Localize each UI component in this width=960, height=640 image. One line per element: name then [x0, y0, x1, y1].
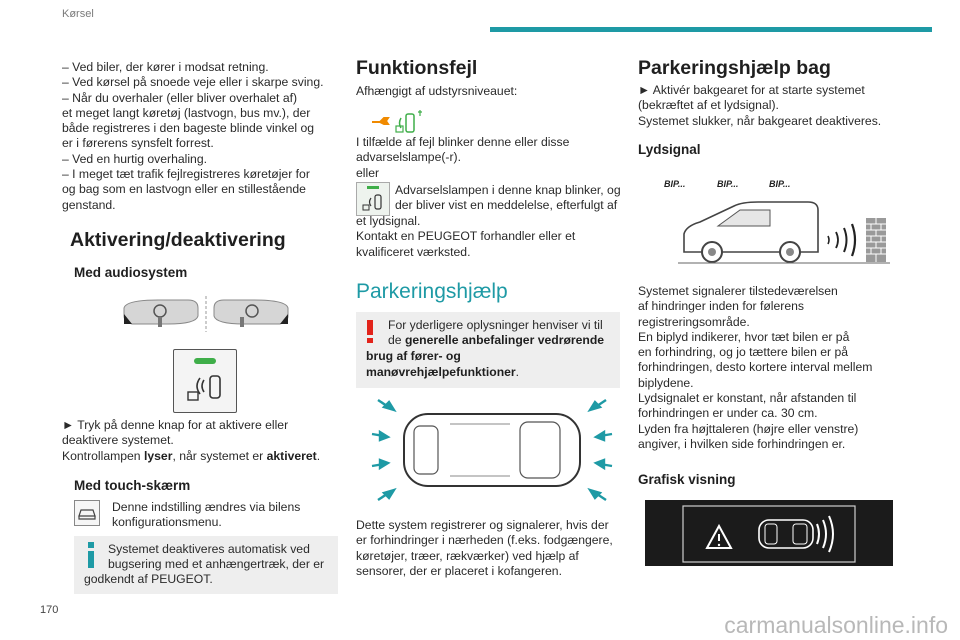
- list-line: – Ved biler, der kører i modsat retning.: [62, 60, 269, 74]
- warning-note: For yderligere oplysninger henviser vi til de generelle anbefalinger vedrørende brug af fører- og manøvrehjælpefunktioner.: [356, 312, 620, 388]
- activation-heading: Aktivering/deaktivering: [70, 229, 286, 251]
- list-line: – Ved kørsel på snoede veje eller i skarpe sving.: [62, 75, 324, 90]
- page-number: 170: [40, 604, 59, 616]
- list-line: – Ved en hurtig overhaling.: [62, 151, 207, 166]
- list-line: – I meget tæt trafik fejlregistreres køretøjer for: [62, 167, 310, 182]
- limitations-list: [62, 60, 338, 213]
- sensor-coverage-illustration: [370, 398, 614, 502]
- warning-icon: [366, 320, 374, 344]
- mirrors-illustration: [118, 294, 294, 334]
- system-description: Dette system registrerer og signalerer, hvis der er forhindringer i nærheden (f.eks. fodgængere, køretøjer, træer, rækværker) ved hjælp af sensorer, der er placeret i kofangeren.: [356, 518, 613, 578]
- fault-button-icon: [356, 182, 390, 216]
- list-line: både registreres i den bageste blinde vinkel og: [62, 121, 315, 136]
- contact-text: et lydsignal. Kontakt en PEUGEOT forhandler eller et kvalificeret værksted.: [356, 214, 576, 259]
- signal-description: Systemet signalerer tilstedeværelsen af hindringer inden for følerens registreringsområde. En biplyd indikerer, hvor tæt bilen er på en forhindring, og jo tættere bilen er på forhindringen, desto kortere interval mellem biplydene. Lydsignalet er konstant, når afstanden til forhindringen er under ca. 30 cm. Lyden fra højttaleren (højre eller venstre) angiver, i hvilken side forhindringen er.: [638, 284, 873, 451]
- bip-label: BIP...: [717, 179, 739, 189]
- section-title: Kørsel: [62, 8, 94, 20]
- park-assist-button-icon: [173, 349, 237, 413]
- rear-assist-heading: Parkeringshjælp bag: [638, 57, 831, 79]
- fault-intro: Afhængigt af udstyrsniveauet:: [356, 84, 518, 98]
- bip-label: BIP...: [664, 179, 686, 189]
- graphic-display-screen: [645, 500, 893, 566]
- blink-text: Advarselslampen i denne knap blinker, og der bliver vist en meddelelse, efterfulgt af: [395, 183, 621, 213]
- activation-text: ► Aktivér bakgearet for at starte systemet (bekræftet af et lydsignal). Systemet slukker, når bakgearet deaktiveres.: [638, 83, 882, 128]
- fault-warning-icons: [370, 108, 430, 136]
- list-line: et meget langt køretøj (lastvogn, bus mv.), der: [62, 105, 311, 120]
- fault-text: I tilfælde af fejl blinker denne eller disse advarselslampe(-r). eller: [356, 135, 570, 180]
- press-line: ► Tryk på denne knap for at aktivere eller: [62, 418, 289, 432]
- sound-subheading: Lydsignal: [638, 142, 701, 157]
- info-icon: [88, 542, 95, 568]
- watermark: carmanualsonline.info: [724, 612, 948, 638]
- list-line: og bag som en lastvogn eller en stillestående: [62, 182, 306, 197]
- section-bar: [490, 27, 932, 32]
- fault-heading: Funktionsfejl: [356, 57, 478, 79]
- audio-subheading: Med audiosystem: [74, 265, 188, 280]
- list-line: – Når du overhaler (eller bliver overhalet af): [62, 90, 298, 105]
- press-instructions: [62, 418, 338, 464]
- touch-text: Denne indstilling ændres via bilens konfigurationsmenu.: [112, 500, 301, 530]
- press-line: deaktivere systemet.: [62, 433, 174, 448]
- touch-subheading: Med touch-skærm: [74, 478, 191, 493]
- car-menu-icon: [74, 500, 100, 526]
- list-line: er i førerens synsfelt forrest.: [62, 136, 214, 151]
- lamp-line: Kontrollampen lyser, når systemet er aktiveret.: [62, 448, 321, 463]
- bip-label: BIP...: [769, 179, 791, 189]
- reversing-van-illustration: [678, 196, 890, 268]
- park-assist-heading: Parkeringshjælp: [356, 280, 508, 303]
- graphic-subheading: Grafisk visning: [638, 472, 736, 487]
- info-note: Systemet deaktiveres automatisk ved bugsering med et anhængertræk, der er godkendt af PEUGEOT.: [74, 536, 338, 594]
- list-line: genstand.: [62, 197, 116, 212]
